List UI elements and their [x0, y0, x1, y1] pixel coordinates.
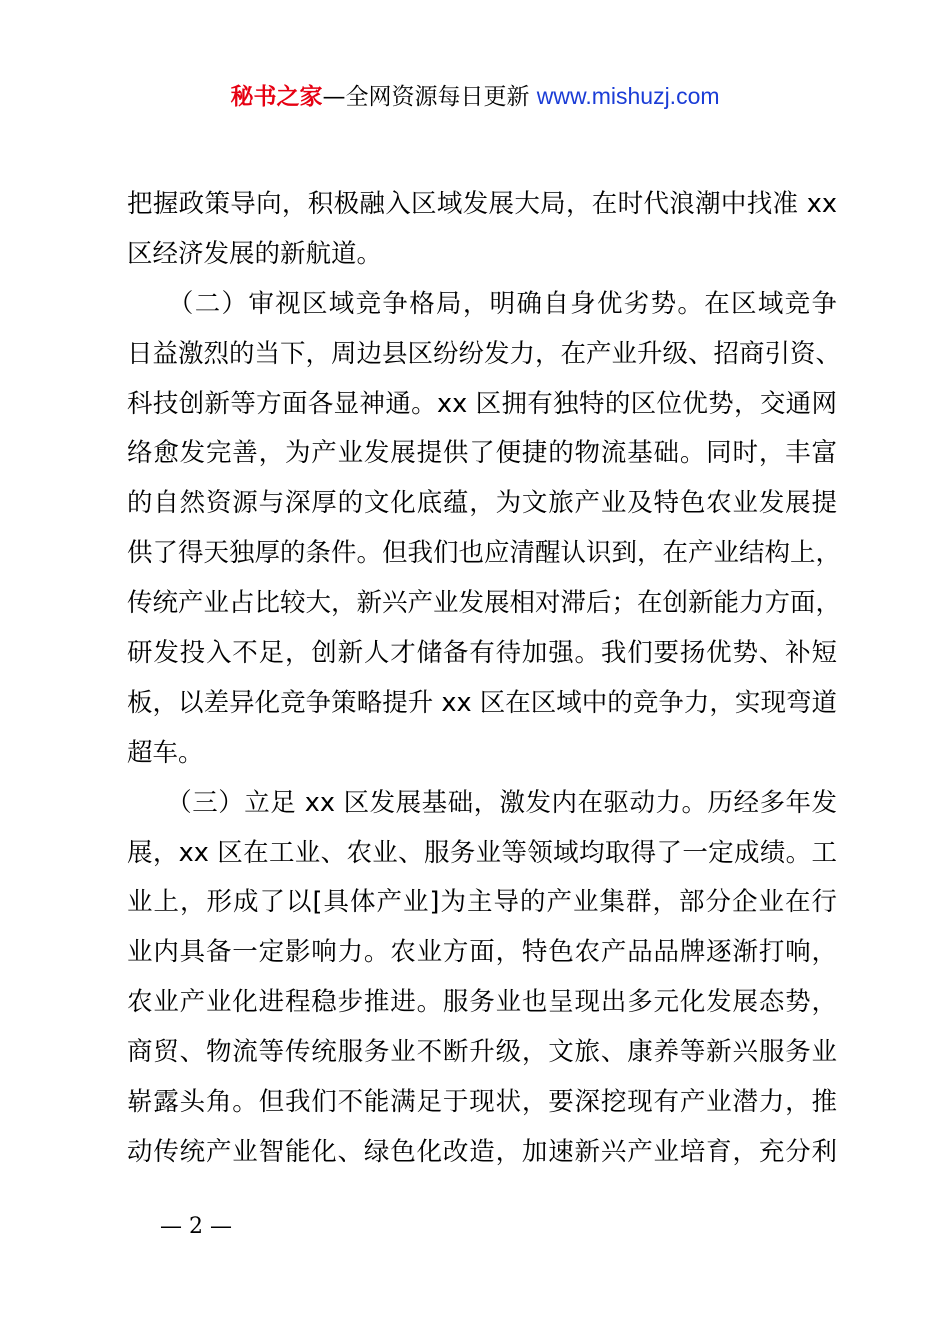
text-line: 区经济发展的新航道。	[127, 238, 383, 269]
text-line: 超车。	[127, 737, 204, 768]
text-line: 业内具备一定影响力。农业方面，特色农产品品牌逐渐打响，	[127, 937, 837, 968]
text-line: 崭露头角。但我们不能满足于现状，要深挖现有产业潜力，推	[127, 1087, 837, 1118]
text-line: 的自然资源与深厚的文化底蕴，为文旅产业及特色农业发展提	[127, 488, 837, 519]
document-body	[127, 180, 842, 1178]
site-header	[0, 80, 950, 113]
text-line: 日益激烈的当下，周边县区纷纷发力，在产业升级、招商引资、	[127, 338, 842, 369]
site-tagline: —全网资源每日更新	[322, 84, 537, 110]
text-line: 农业产业化进程稳步推进。服务业也呈现出多元化发展态势，	[127, 987, 837, 1018]
text-line: 科技创新等方面各显神通。xx 区拥有独特的区位优势，交通网	[127, 388, 837, 419]
text-line: 动传统产业智能化、绿色化改造，加速新兴产业培育，充分利	[127, 1136, 837, 1167]
text-line: （三）立足 xx 区发展基础，激发内在驱动力。历经多年发	[127, 787, 837, 818]
text-line: （二）审视区域竞争格局，明确自身优劣势。在区域竞争	[127, 288, 837, 319]
text-line: 展，xx 区在工业、农业、服务业等领域均取得了一定成绩。工	[127, 837, 837, 868]
text-line: 供了得天独厚的条件。但我们也应清醒认识到，在产业结构上，	[127, 538, 842, 569]
site-brand: 秘书之家	[230, 84, 323, 110]
site-url-link[interactable]: www.mishuzj.com	[536, 83, 720, 109]
text-line: 商贸、物流等传统服务业不断升级，文旅、康养等新兴服务业	[127, 1037, 837, 1068]
page-number: — 2 —	[160, 1214, 232, 1239]
text-line: 络愈发完善，为产业发展提供了便捷的物流基础。同时，丰富	[127, 438, 837, 469]
text-line: 把握政策导向，积极融入区域发展大局，在时代浪潮中找准 xx	[127, 189, 837, 219]
text-line: 业上，形成了以[具体产业]为主导的产业集群，部分企业在行	[127, 887, 837, 918]
text-line: 板，以差异化竞争策略提升 xx 区在区域中的竞争力，实现弯道	[127, 687, 837, 718]
text-line: 传统产业占比较大，新兴产业发展相对滞后；在创新能力方面，	[127, 588, 842, 619]
text-line: 研发投入不足，创新人才储备有待加强。我们要扬优势、补短	[127, 638, 837, 669]
